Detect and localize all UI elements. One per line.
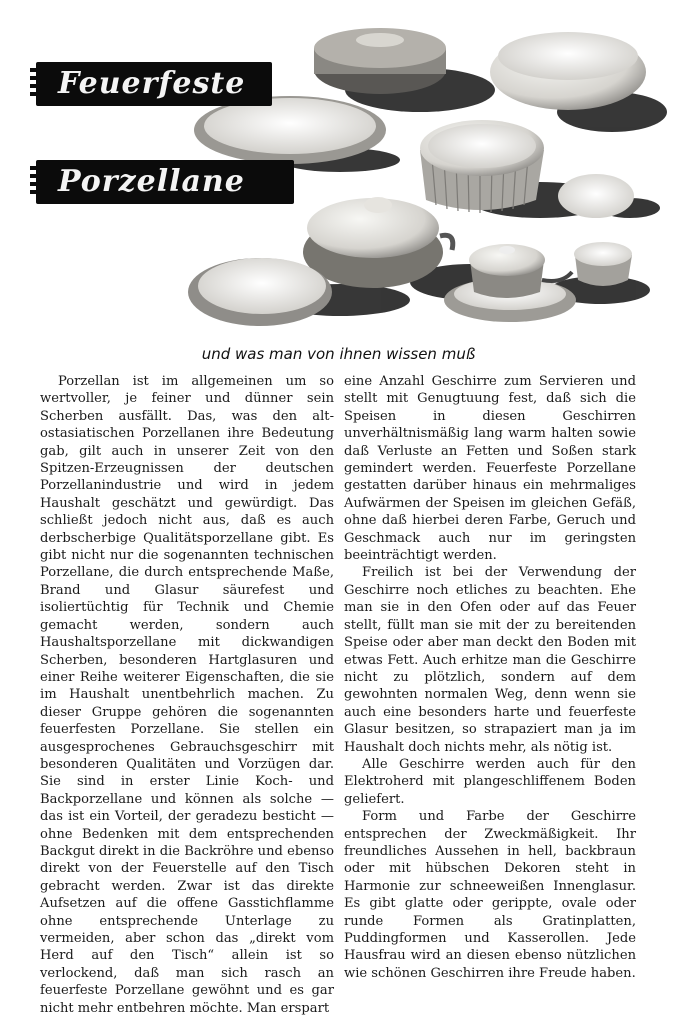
paragraph: Alle Geschirre werden auch für den Elektroherd mit plangeschliffenem Boden geliefert. <box>344 756 636 807</box>
title-line-2: Porzellane <box>58 164 245 199</box>
oval-gratin-dish <box>194 96 386 164</box>
title-band-porzellane <box>36 160 294 204</box>
left-column <box>40 373 334 1017</box>
lidded-casserole <box>314 28 446 94</box>
subtitle: und was man von ihnen wissen muß <box>201 345 476 363</box>
ribbed-pudding-bowl <box>420 120 544 213</box>
title-line-1: Feuerfeste <box>58 66 246 101</box>
paragraph: Form und Farbe der Geschirre entsprechen der Zweckmäßigkeit. Ihr freundliches Aussehen in hell, backbraun oder mit hübschen Dekoren steht in Harmonie zur schneeweißen Innenglasur. Es gibt glatte oder gerippte, ovale oder runde Formen als Gratinplatten, Puddingformen und Kasserollen. Jede Hausfrau wird an diesen ebenso nützlichen wie schönen Geschirren ihre Freude haben. <box>344 809 636 981</box>
paragraph: eine Anzahl Geschirre zum Servieren und stellt mit Genugtuung fest, daß sich die Speisen in diesen Geschirren unverhältnismäßig lang warm halten sowie daß Verluste an Fetten und Soßen stark gemindert werden. Feuerfeste Porzellane gestatten darüber hinaus ein mehrmaliges Aufwärmen der Speisen im gleichen Gefäß, ohne daß hierbei deren Farbe, Geruch und Geschmack auch nur im geringsten beeinträchtigt werden. <box>344 374 636 564</box>
shell-dish <box>558 174 634 218</box>
ramekin <box>574 242 632 286</box>
large-bowl <box>490 32 646 110</box>
paragraph: Porzellan ist im allgemeinen um so wertvoller, je feiner und dünner sein Scherben ausfällt. Das, was den alt-ostasiatischen Porzellanen ihre Bedeutung gab, gilt auch in unserer Zeit von den Spitzen-Erzeugnissen der deutschen Porzellanindustrie und wird in jedem Haushalt geschätzt und gewürdigt. Das schließt jedoch nicht aus, daß es auch derbscherbige Qualitätsporzellane gibt. Es gibt nicht nur die sogenannten technischen Porzellane, die durch entsprechende Maße, Brand und Glasur säurefest und isoliertüchtig für Technik und Chemie gemacht werden, sondern auch Haushaltsporzellane mit dickwandigen Scherben, besonderen Hartglasuren und einer Reihe weiterer Eigenschaften, die sie im Haushalt unentbehrlich machen. Zu dieser Gruppe gehören die sogenannten feuerfesten Porzellane. Sie stellen ein ausgesprochenes Gebrauchsgeschirr mit besonderen Qualitäten und Vorzügen dar. Sie sind in erster Linie Koch- und Backporzellane und können als solche — das ist ein Vorteil, der geradezu besticht — ohne Bedenken mit dem entsprechenden Backgut direkt in die Backröhre und ebenso direkt von der Feuerstelle auf den Tisch gebracht werden. Zwar ist das direkte Aufsetzen auf die offene Gasstichflamme ohne entsprechende Unterlage zu vermeiden, aber schon das „direkt vom Herd auf den Tisch“ allein ist so verlockend, daß man sich rasch an feuerfeste Porzellane gewöhnt und es gar nicht mehr entbehren möchte. Man erspart <box>40 374 334 1016</box>
right-column <box>344 373 636 982</box>
shallow-dish <box>188 258 332 326</box>
paragraph: Freilich ist bei der Verwendung der Geschirre noch etliches zu beachten. Ehe man sie in den Ofen oder auf das Feuer stellt, füllt man sie mit der zu bereitenden Speise oder aber man deckt den Boden mit etwas Fett. Auch erhitze man die Geschirre nicht zu plötzlich, sondern auf dem gewohnten normalen Weg, denn wenn sie auch eine besonders harte und feuerfeste Glasur besitzen, so strapaziert man ja im Haushalt doch nichts mehr, als nötig ist. <box>344 565 636 755</box>
title-band-feuerfeste <box>36 62 272 106</box>
porcelain-illustration <box>0 0 677 345</box>
